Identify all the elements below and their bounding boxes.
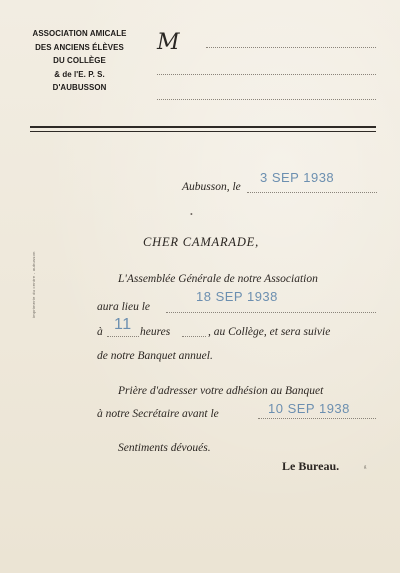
closing: Sentiments dévoués.	[118, 442, 211, 454]
address-line-1	[206, 47, 376, 48]
separator-thick	[30, 126, 376, 128]
small-mark: •	[190, 210, 193, 219]
body-line-3-prefix: à	[97, 326, 103, 338]
body-line-2-prefix: aura lieu le	[97, 301, 151, 313]
separator-thin	[30, 131, 376, 132]
date-line	[247, 192, 377, 193]
deadline-stamp: 10 SEP 1938	[268, 401, 350, 416]
recipient-prefix: M	[157, 30, 180, 55]
org-line-1: ASSOCIATION AMICALE	[32, 28, 127, 38]
org-line-2: DES ANCIENS ÉLÈVES	[35, 41, 124, 52]
body-line-6-prefix: à notre Secrétaire avant le	[97, 408, 219, 420]
printer-credit: imprimerie du centre - aubusson	[31, 251, 36, 318]
org-line-3: DU COLLÈGE	[53, 55, 106, 66]
place-label: Aubusson, le	[182, 181, 241, 193]
meeting-date-line	[166, 312, 376, 313]
association-header	[28, 27, 131, 95]
body-line-1: L'Assemblée Générale de notre Association	[118, 273, 318, 285]
hour-line	[107, 336, 139, 337]
org-line-5: D'AUBUSSON	[52, 82, 107, 93]
heures-label: heures	[140, 326, 171, 338]
org-line-4: & de l'E. P. S.	[54, 68, 105, 79]
deadline-line	[258, 418, 376, 419]
minutes-line	[182, 336, 206, 337]
address-line-3	[157, 99, 376, 100]
meeting-date-stamp: 18 SEP 1938	[196, 289, 278, 304]
signature-mark: ᵍ	[364, 463, 367, 472]
meeting-hour: 11	[114, 316, 132, 333]
signature: Le Bureau.	[282, 459, 340, 473]
body-line-5: Prière d'adresser votre adhésion au Banquet	[118, 385, 324, 397]
body-line-4: de notre Banquet annuel.	[97, 350, 213, 362]
body-line-3-suffix: , au Collège, et sera suivie	[208, 326, 331, 338]
address-line-2	[157, 74, 376, 75]
salutation: CHER CAMARADE,	[143, 235, 260, 249]
date-stamp: 3 SEP 1938	[260, 170, 335, 185]
